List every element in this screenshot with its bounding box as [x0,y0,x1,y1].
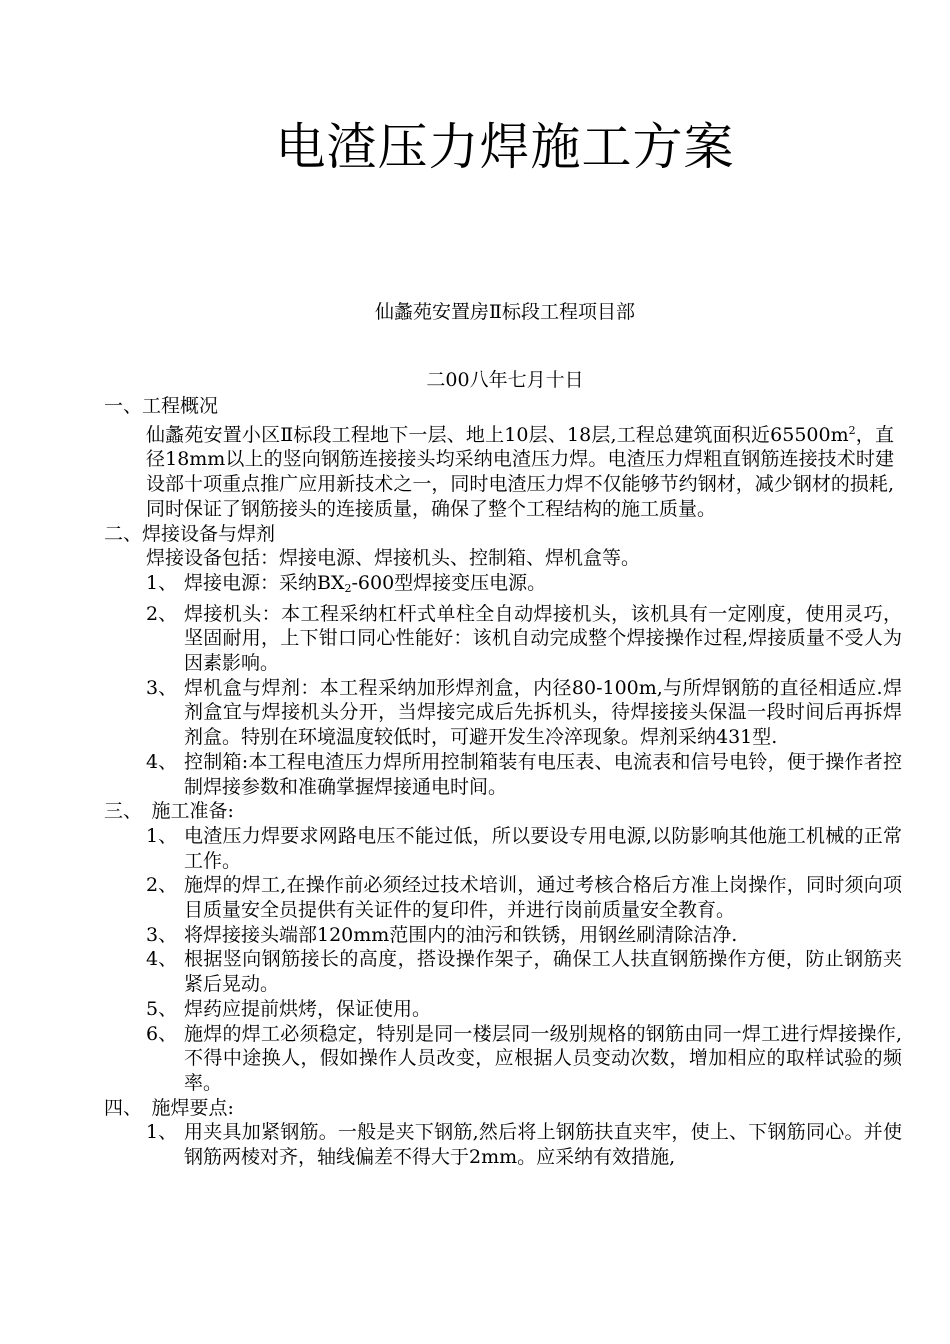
list-item-text: 焊机盒与焊剂：本工程采纳加形焊剂盒，内径80-100m,与所焊钢筋的直径相适应.焊剂盒宜与焊接机头分开，当焊接完成后先拆机头，待焊接接头保温一段时间后再拆焊剂盒。特别在环境温度较低时，可避开发生冷淬现象。焊剂采纳431型. [184,676,902,749]
list-item-text-subscript: 2 [344,581,352,595]
section-heading-equipment: 二、焊接设备与焊剂 [104,522,276,545]
list-item [0,571,950,602]
list-item-text: 将焊接接头端部120mm范围内的油污和铁锈，用钢丝刷清除洁净. [184,923,738,946]
list-item [0,602,950,676]
list-item [0,923,950,948]
list-item-text [184,571,902,602]
overview-text-part1: 仙蠡苑安置小区Ⅱ标段工程地下一层、地上10层、18层,工程总建筑面积近65500m [146,423,849,446]
equipment-intro: 焊接设备包括：焊接电源、焊接机头、控制箱、焊机盒等。 [146,547,641,570]
section-heading-welding-points: 四、 施焊要点: [104,1096,234,1119]
list-item [0,997,950,1022]
list-item-number: 4、 [146,750,178,773]
list-item-number: 1、 [146,824,178,847]
list-item [0,873,950,922]
list-item-number: 1、 [146,1121,178,1144]
document-body [0,394,950,1170]
list-item-text: 焊接机头：本工程采纳杠杆式单柱全自动焊接机头，该机具有一定刚度，使用灵巧，坚固耐用，上下钳口同心性能好：该机自动完成整个焊接操作过程,焊接质量不受人为因素影响。 [184,602,902,675]
list-item [0,947,950,996]
list-item [0,1022,950,1096]
list-item-text: 施焊的焊工,在操作前必须经过技术培训，通过考核合格后方准上岗操作，同时须向项目质量安全员提供有关证件的复印件，并进行岗前质量安全教育。 [184,874,902,922]
list-item-text: 施焊的焊工必须稳定，特别是同一楼层同一级别规格的钢筋由同一焊工进行焊接操作,不得中途换人，假如操作人员改变，应根据人员变动次数，增加相应的取样试验的频率。 [184,1022,902,1094]
list-item-text: 根据竖向钢筋接长的高度，搭设操作架子，确保工人扶直钢筋操作方便，防止钢筋夹紧后晃动。 [184,948,902,996]
list-item-text: 电渣压力焊要求网路电压不能过低，所以要设专用电源,以防影响其他施工机械的正常工作。 [184,824,902,872]
list-item-number: 1、 [146,571,178,594]
list-item-text: 焊药应提前烘烤，保证使用。 [184,997,432,1020]
list-item-text-part2: -600型焊接变压电源。 [351,571,547,594]
list-item-text: 用夹具加紧钢筋。一般是夹下钢筋,然后将上钢筋扶直夹牢，使上、下钢筋同心。并使钢筋两棱对齐，轴线偏差不得大于2mm。应采纳有效措施, [184,1121,902,1169]
list-item [0,676,950,750]
organization-name: 仙蠡苑安置房Ⅱ标段工程项目部 [375,301,635,323]
list-item-number: 2、 [146,602,178,625]
list-item-number: 5、 [146,997,178,1020]
list-item-number: 3、 [146,676,178,699]
document-title: 电渣压力焊施工方案 [275,118,735,176]
overview-paragraph [0,419,950,522]
overview-text-part2: ，直径18mm以上的竖向钢筋连接接头均采纳电渣压力焊。电渣压力焊粗直钢筋连接技术时建设部十项重点推广应用新技术之一，同时电渣压力焊不仅能够节约钢材，减少钢材的损耗,同时保证了钢筋接头的连接质量，确保了整个工程结构的施工质量。 [146,423,894,520]
list-item-number: 6、 [146,1022,178,1045]
list-item-number: 2、 [146,874,178,897]
list-item [0,750,950,799]
list-item [0,824,950,873]
document-date: 二00八年七月十日 [426,369,584,391]
list-item-text-part1: 焊接电源：采纳BX [184,571,345,594]
list-item-number: 4、 [146,948,178,971]
list-item-text: 控制箱:本工程电渣压力焊所用控制箱装有电压表、电流表和信号电铃，便于操作者控制焊接参数和准确掌握焊接通电时间。 [184,750,902,798]
section-heading-overview: 一、工程概况 [104,395,219,417]
list-item [0,1120,950,1169]
list-item-number: 3、 [146,923,178,946]
overview-text-superscript: 2 [848,423,856,437]
section-heading-preparation: 三、 施工准备: [104,800,234,823]
